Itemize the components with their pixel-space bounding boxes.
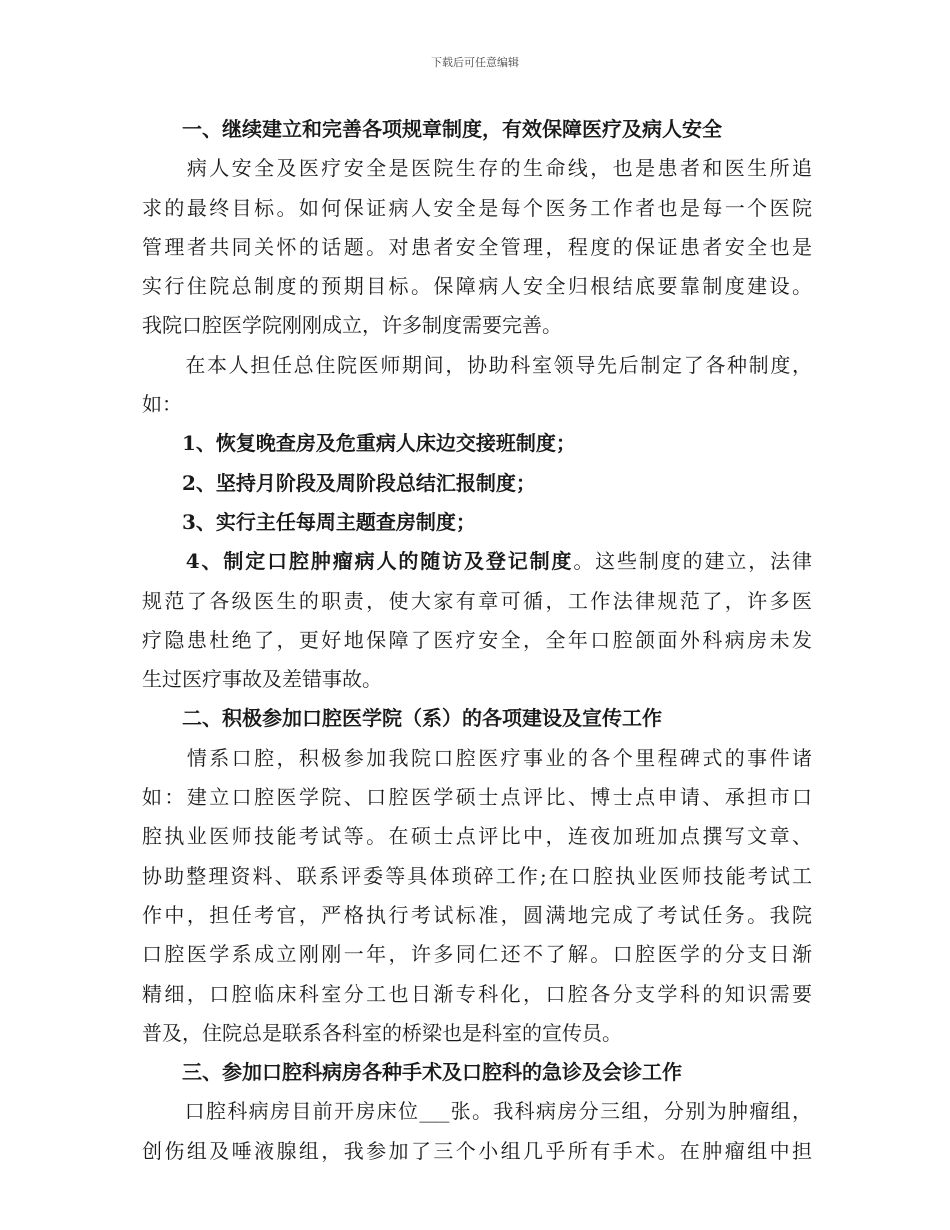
paragraph-line: 普及，住院总是联系各科室的桥梁也是科室的宣传员。	[142, 1020, 622, 1045]
section-heading: 二、积极参加口腔医学院（系）的各项建设及宣传工作	[142, 706, 662, 731]
list-item-rest-text: 。这些制度的建立，法律	[573, 549, 812, 574]
list-item: 2、坚持月阶段及周阶段总结汇报制度；	[142, 470, 536, 495]
paragraph-line: 疗隐患杜绝了，更好地保障了医疗安全，全年口腔颌面外科病房未发	[142, 627, 812, 652]
paragraph-line: 创伤组及唾液腺组，我参加了三个小组几乎所有手术。在肿瘤组中担	[142, 1138, 812, 1163]
paragraph-line: 我院口腔医学院刚刚成立，许多制度需要完善。	[142, 313, 562, 338]
section-heading: 一、继续建立和完善各项规章制度，有效保障医疗及病人安全	[142, 117, 722, 141]
paragraph-line: 规范了各级医生的职责，使大家有章可循，工作法律规范了，许多医	[142, 588, 812, 613]
list-item: 1、恢复晚查房及危重病人床边交接班制度；	[142, 431, 576, 456]
list-item-bold-text: 4、制定口腔肿瘤病人的随访及登记制度	[142, 549, 574, 574]
paragraph-line: 口腔科病房目前开房床位___张。我科病房分三组，分别为肿瘤组，	[142, 1099, 812, 1124]
paragraph-line: 口腔医学系成立刚刚一年，许多同仁还不了解。口腔医学的分支日渐	[142, 942, 812, 967]
paragraph-line: 情系口腔，积极参加我院口腔医疗事业的各个里程碑式的事件诸	[142, 745, 812, 770]
paragraph-line: 管理者共同关怀的话题。对患者安全管理，程度的保证患者安全也是	[142, 234, 812, 259]
list-item	[142, 542, 812, 581]
list-item: 3、实行主任每周主题查房制度；	[142, 509, 476, 534]
paragraph-line: 实行住院总制度的预期目标。保障病人安全归根结底要靠制度建设。	[142, 274, 812, 299]
paragraph-line: 生过医疗事故及差错事故。	[142, 667, 382, 692]
paragraph-line: 协助整理资料、联系评委等具体琐碎工作;在口腔执业医师技能考试工	[142, 863, 812, 888]
paragraph-line: 如：建立口腔医学院、口腔医学硕士点评比、博士点申请、承担市口	[142, 785, 812, 810]
paragraph-line: 作中，担任考官，严格执行考试标准，圆满地完成了考试任务。我院	[142, 902, 812, 927]
document-body	[142, 110, 812, 1171]
paragraph-line: 在本人担任总住院医师期间，协助科室领导先后制定了各种制度，	[142, 352, 812, 377]
paragraph-line: 腔执业医师技能考试等。在硕士点评比中，连夜加班加点撰写文章、	[142, 824, 812, 849]
paragraph-line: 求的最终目标。如何保证病人安全是每个医务工作者也是每一个医院	[142, 195, 812, 220]
paragraph-line: 如：	[142, 392, 182, 417]
paragraph-line: 病人安全及医疗安全是医院生存的生命线，也是患者和医生所追	[142, 156, 812, 181]
page-header-note: 下载后可任意编辑	[431, 56, 519, 69]
paragraph-line: 精细，口腔临床科室分工也日渐专科化，口腔各分支学科的知识需要	[142, 981, 812, 1006]
section-heading: 三、参加口腔科病房各种手术及口腔科的急诊及会诊工作	[142, 1060, 682, 1085]
